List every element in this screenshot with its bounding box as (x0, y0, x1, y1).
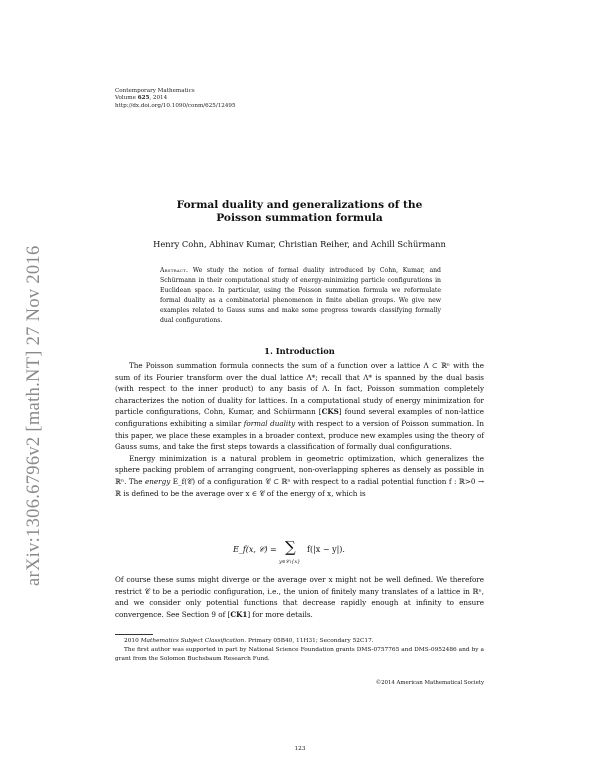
publication-metadata (115, 88, 236, 110)
paragraph-2 (115, 453, 484, 499)
footnote-divider (115, 634, 153, 635)
page-number: 123 (294, 746, 306, 752)
energy-equation (233, 538, 363, 574)
citation-ck1[interactable]: CK1 (230, 609, 248, 619)
p3-text-b: ] for more details. (247, 609, 313, 619)
introduction-body (115, 360, 484, 499)
equation-lhs: E_f(x, 𝒞) = (233, 545, 277, 554)
p2-emphasis: energy (145, 476, 171, 486)
summation-index: y∈𝒞∖{x} (279, 559, 301, 565)
abstract-label: Abstract. (160, 267, 189, 274)
abstract (160, 266, 441, 325)
paper-title (115, 199, 484, 226)
volume-line (115, 95, 236, 102)
equation-rhs: f(|x − y|). (307, 545, 345, 554)
p1-text-b: ] found several examples of non-lattice configurations exhibiting a similar (115, 407, 484, 428)
summation-symbol: ∑ (285, 538, 296, 556)
abstract-text: We study the notion of formal duality introduced by Cohn, Kumar, and Schürmann in their computational study of energy-minimizing particle configurations in Euclidean space. In particular, using the Poisson summation formula we reformulate formal duality as a combinatorial phenomenon in finite abelian groups. We give new examples related to Gauss sums and make some progress towards classifying formally dual configurations. (160, 267, 441, 324)
msc-label: Mathematics Subject Classification. (140, 638, 247, 644)
doi-link[interactable]: http://dx.doi.org/10.1090/conm/625/12495 (115, 102, 236, 109)
title-line-2: Poisson summation formula (216, 212, 383, 225)
footnotes (115, 637, 484, 663)
paragraph-1 (115, 360, 484, 453)
volume-number: 625 (137, 95, 150, 102)
volume-year: , 2014 (149, 95, 168, 102)
arxiv-identifier-stamp: arXiv:1306.6796v2 [math.NT] 27 Nov 2016 (24, 245, 44, 586)
title-line-1: Formal duality and generalizations of the (176, 199, 423, 211)
p1-text-a: The Poisson summation formula connects the sum of a function over a lattice Λ ⊂ ℝⁿ with the sum of its Fourier transform over the dual lattice Λ*; recall that Λ* is spanned by the dual basis (with respect to the inner product) to any basis of Λ. In fact, Poisson summation completely characterizes the notion of duality for lattices. In a computational study of energy minimization for particle configurations, Cohn, Kumar, and Schürmann [ (115, 361, 484, 417)
copyright-notice: ©2014 American Mathematical Society (375, 680, 484, 686)
p2-text-b: E_f(𝒞) of a configuration 𝒞 ⊂ ℝⁿ with respect to a radial potential function f : ℝ>0 → ℝ is defined to be the average over x ∈ 𝒞 of the energy of x, which is (115, 476, 484, 498)
volume-prefix: Volume (115, 95, 136, 102)
series-name: Contemporary Mathematics (115, 88, 195, 94)
p2-text-a: Energy minimization is a natural problem in geometric optimization, which generalizes the sphere packing problem of arranging congruent, non-overlapping spheres as densely as possible in ℝⁿ. The (115, 453, 484, 486)
author-list: Henry Cohn, Abhinav Kumar, Christian Reiher, and Achill Schürmann (153, 239, 446, 249)
p1-text-c: with respect to a version of Poisson summation. In this paper, we place these examples in a broader context, produce new examples using the theory of Gauss sums, and take the first steps towards a classification of formally dual configurations. (115, 418, 485, 452)
citation-cks[interactable]: CKS (321, 407, 339, 417)
msc-codes: Primary 05B40, 11H31; Secondary 52C17. (246, 638, 374, 644)
footnote-funding: The first author was supported in part by National Science Foundation grants DMS-0757765 and DMS-0952486 and by a grant from the Solomon Buchsbaum Research Fund. (115, 646, 484, 662)
msc-year: 2010 (124, 638, 139, 644)
p1-emphasis: formal duality (243, 418, 296, 428)
section-heading: 1. Introduction (264, 346, 335, 356)
paragraph-3 (115, 574, 484, 620)
footnote-msc (115, 637, 484, 646)
p3-text-a: Of course these sums might diverge or the average over x might not be well defined. We therefore restrict 𝒞 to be a periodic configuration, i.e., the union of finitely many translates of a lattice in ℝⁿ, and we consider only potential functions that decrease rapidly enough at infinity to ensure convergence. See Section 9 of [ (115, 575, 484, 619)
